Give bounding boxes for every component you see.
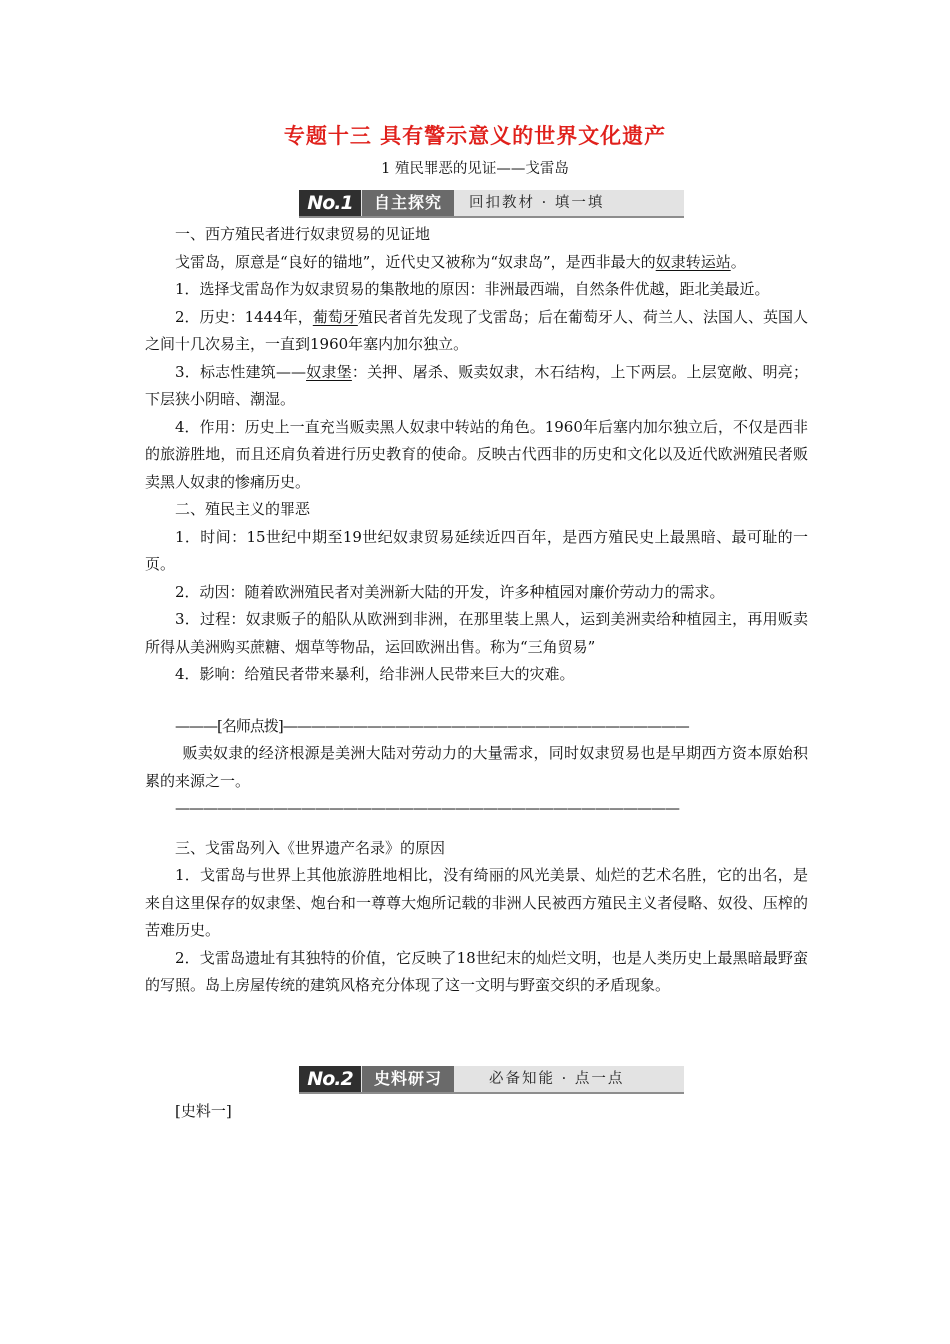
paragraph-1-4: 4．作用：历史上一直充当贩卖黑人奴隶中转站的角色。1960年后塞内加尔独立后，不仅是西非的旅游胜地，而且还肩负着进行历史教育的使命。反映古代西非的历史和文化以及近代欧洲殖民者贩卖黑人奴隶的惨痛历史。 (145, 417, 808, 491)
heading-2: 二、殖民主义的罪恶 (175, 500, 311, 518)
banner-name: 自主探究 (362, 190, 454, 216)
paragraph-2-1: 1．时间：15世纪中期至19世纪奴隶贸易延续近四百年，是西方殖民史上最黑暗、最可耻的一页。 (145, 527, 808, 573)
tip-top-rule: ———[名师点拨]————————————————————————————— (175, 716, 689, 735)
paragraph-3-1: 1．戈雷岛与世界上其他旅游胜地相比，没有绮丽的风光美景、灿烂的艺术名胜，它的出名，是来自这里保存的奴隶堡、炮台和一尊尊大炮所记载的非洲人民被西方殖民主义者侵略、奴役、压榨的苦难历史。 (145, 866, 808, 939)
paragraph-1-3: 3．标志性建筑——奴隶堡：关押、屠杀、贩卖奴隶，木石结构，上下两层。上层宽敞、明亮；下层狭小阴暗、潮湿。 (145, 362, 808, 408)
heading-3: 三、戈雷岛列入《世界遗产名录》的原因 (175, 838, 446, 857)
banner-number: No.2 (299, 1066, 361, 1092)
page-title: 专题十三 具有警示意义的世界文化遗产 (283, 124, 667, 148)
material-label: [史料一] (175, 1102, 232, 1120)
paragraph-intro: 戈雷岛，原意是“良好的锚地”，近代史又被称为“奴隶岛”，是西非最大的奴隶转运站。 (175, 252, 746, 271)
banner-tag: 必备知能 · 点一点 (489, 1071, 625, 1087)
underlined-term: 葡萄牙 (312, 307, 358, 326)
paragraph-1-1: 1．选择戈雷岛作为奴隶贸易的集散地的原因：非洲最西端，自然条件优越，距北美最近。 (175, 280, 770, 298)
tip-bottom-rule: ———————————————————————————————————— (175, 799, 679, 817)
banner-name: 史料研习 (362, 1066, 454, 1092)
underlined-term: 奴隶堡 (306, 362, 352, 381)
section-1-body (145, 221, 808, 1000)
section-banner-2 (299, 1066, 684, 1094)
section-banner-1 (299, 190, 684, 218)
banner-number: No.1 (299, 190, 361, 216)
heading-1: 一、西方殖民者进行奴隶贸易的见证地 (175, 225, 431, 243)
paragraph-1-2: 2．历史：1444年，葡萄牙殖民者首先发现了戈雷岛；后在葡萄牙人、荷兰人、法国人、英国人之间十几次易主，一直到1960年塞内加尔独立。 (145, 307, 808, 353)
page-subtitle: 1 殖民罪恶的见证——戈雷岛 (381, 161, 569, 177)
paragraph-2-4: 4．影响：给殖民者带来暴利，给非洲人民带来巨大的灾难。 (175, 665, 575, 683)
paragraph-2-3: 3．过程：奴隶贩子的船队从欧洲到非洲，在那里装上黑人，运到美洲卖给种植园主，再用贩卖所得从美洲购买蔗糖、烟草等物品，运回欧洲出售。称为“三角贸易” (145, 610, 808, 656)
paragraph-3-2: 2．戈雷岛遗址有其独特的价值，它反映了18世纪末的灿烂文明，也是人类历史上最黑暗最野蛮的写照。岛上房屋传统的建筑风格充分体现了这一文明与野蛮交织的矛盾现象。 (145, 948, 808, 994)
tip-text: 贩卖奴隶的经济根源是美洲大陆对劳动力的大量需求，同时奴隶贸易也是早期西方资本原始积累的来源之一。 (145, 744, 808, 790)
banner-tag: 回扣教材 · 填一填 (469, 195, 605, 211)
section-materials (145, 1098, 808, 1126)
paragraph-2-2: 2．动因：随着欧洲殖民者对美洲新大陆的开发，许多种植园对廉价劳动力的需求。 (175, 582, 725, 601)
underlined-term: 奴隶转运站 (655, 252, 731, 271)
